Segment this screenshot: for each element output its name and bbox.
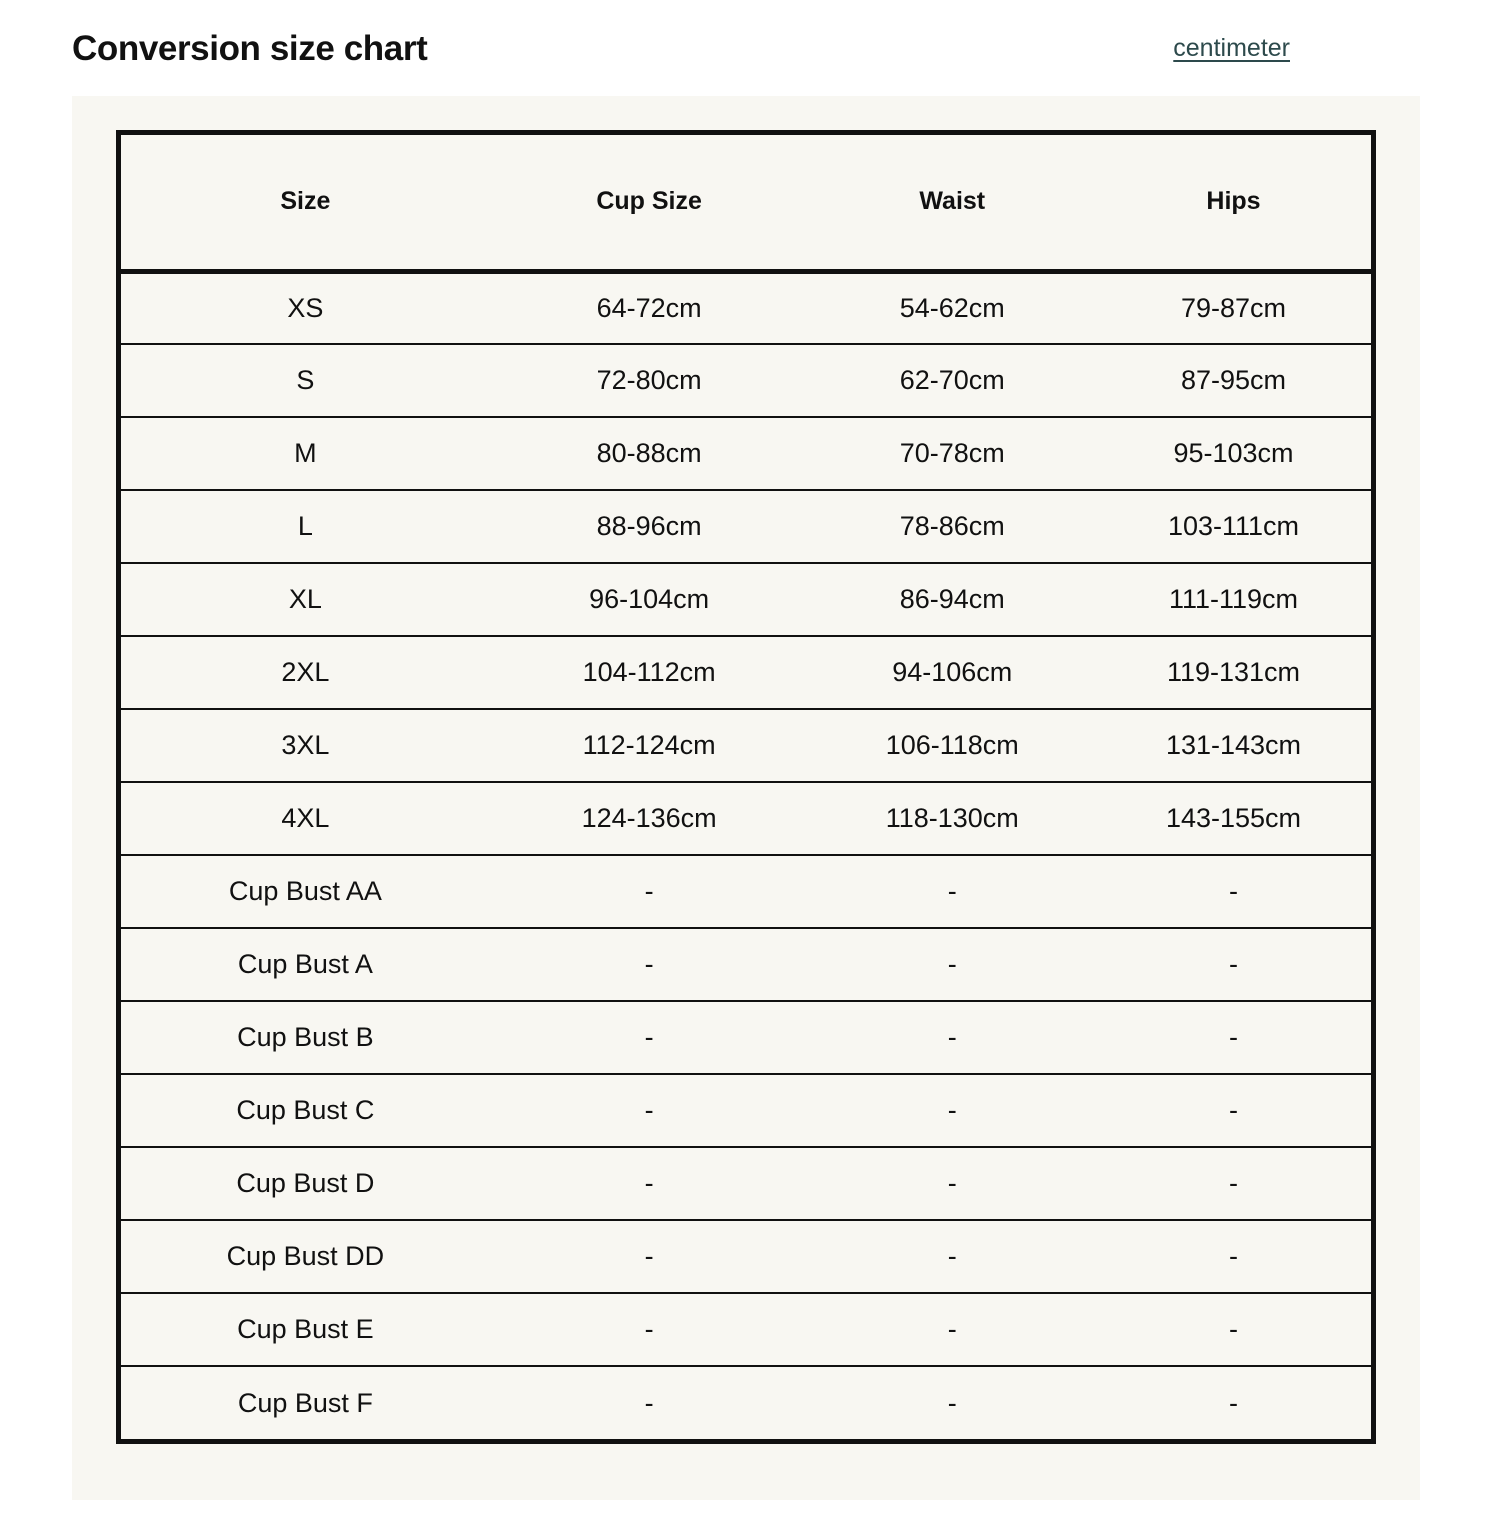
cell-waist: 54-62cm xyxy=(809,271,1097,344)
table-row xyxy=(121,1293,1371,1366)
cell-size: L xyxy=(121,490,490,563)
cell-hips: - xyxy=(1229,1387,1238,1418)
cell-cup-size: 96-104cm xyxy=(490,563,809,636)
cell-hips: 95-103cm xyxy=(1096,417,1371,490)
table-row xyxy=(121,271,1371,344)
cell-cup-size: - xyxy=(490,1220,809,1293)
cell-size: Cup Bust E xyxy=(121,1293,490,1366)
cell-hips: - xyxy=(1096,1293,1371,1366)
table-row xyxy=(121,1147,1371,1220)
cell-waist: 86-94cm xyxy=(809,563,1097,636)
cell-hips: - xyxy=(1096,1001,1371,1074)
cell-hips: - xyxy=(1096,1147,1371,1220)
cell-size: S xyxy=(121,344,490,417)
cell-hips: - xyxy=(1096,1220,1371,1293)
cell-size: 4XL xyxy=(121,782,490,855)
cell-cup-size: - xyxy=(490,855,809,928)
table-row xyxy=(121,709,1371,782)
cell-size: Cup Bust DD xyxy=(121,1220,490,1293)
cell-hips: - xyxy=(1096,1074,1371,1147)
cell-hips: 119-131cm xyxy=(1096,636,1371,709)
table-row xyxy=(121,855,1371,928)
cell-waist: 118-130cm xyxy=(809,782,1097,855)
table-body xyxy=(121,271,1371,1439)
column-header-size: Size xyxy=(121,135,490,271)
cell-waist: - xyxy=(809,1220,1097,1293)
column-header-waist: Waist xyxy=(809,135,1097,271)
cell-waist: 78-86cm xyxy=(809,490,1097,563)
cell-cup-size: 88-96cm xyxy=(490,490,809,563)
cell-waist: - xyxy=(809,1293,1097,1366)
cell-hips: 143-155cm xyxy=(1096,782,1371,855)
cell-size: Cup Bust B xyxy=(121,1001,490,1074)
table-row xyxy=(121,344,1371,417)
table-row xyxy=(121,636,1371,709)
cell-size: Cup Bust A xyxy=(121,928,490,1001)
cell-hips: 111-119cm xyxy=(1096,563,1371,636)
cell-size: Cup Bust C xyxy=(121,1074,490,1147)
table-row xyxy=(121,1366,1371,1439)
cell-size: Cup Bust F xyxy=(237,1387,373,1418)
cell-cup-size: - xyxy=(644,1387,654,1418)
table-row xyxy=(121,1074,1371,1147)
column-header-cup-size: Cup Size xyxy=(490,135,809,271)
cell-cup-size: - xyxy=(490,1074,809,1147)
cell-waist: - xyxy=(809,1074,1097,1147)
size-table-container xyxy=(116,130,1376,1444)
cell-hips: 103-111cm xyxy=(1096,490,1371,563)
cell-hips: 87-95cm xyxy=(1096,344,1371,417)
cell-size: Cup Bust D xyxy=(121,1147,490,1220)
cell-waist: 106-118cm xyxy=(809,709,1097,782)
cell-size: XS xyxy=(121,271,490,344)
cell-size: 2XL xyxy=(121,636,490,709)
table-row xyxy=(121,782,1371,855)
cell-cup-size: 104-112cm xyxy=(490,636,809,709)
cell-waist: - xyxy=(947,1387,957,1418)
cell-cup-size: 80-88cm xyxy=(490,417,809,490)
table-row xyxy=(121,928,1371,1001)
column-header-hips: Hips xyxy=(1096,135,1371,271)
cell-hips: - xyxy=(1096,855,1371,928)
cell-waist: - xyxy=(809,1001,1097,1074)
table-head xyxy=(121,135,1371,271)
cell-cup-size: 112-124cm xyxy=(490,709,809,782)
cell-size: M xyxy=(121,417,490,490)
page-title: Conversion size chart xyxy=(72,28,428,68)
cell-waist: - xyxy=(809,928,1097,1001)
table-row xyxy=(121,1001,1371,1074)
header xyxy=(0,0,1492,96)
table-header-row xyxy=(121,135,1371,271)
table-row xyxy=(121,563,1371,636)
cell-cup-size: - xyxy=(490,1147,809,1220)
cell-waist: 94-106cm xyxy=(809,636,1097,709)
cell-cup-size: 124-136cm xyxy=(490,782,809,855)
conversion-size-table xyxy=(121,135,1371,1439)
cell-hips: 79-87cm xyxy=(1096,271,1371,344)
table-row xyxy=(121,490,1371,563)
cell-cup-size: - xyxy=(490,1293,809,1366)
cell-size: XL xyxy=(121,563,490,636)
cell-hips: - xyxy=(1096,928,1371,1001)
cell-waist: - xyxy=(809,1147,1097,1220)
cell-size: 3XL xyxy=(121,709,490,782)
cell-waist: 62-70cm xyxy=(809,344,1097,417)
cell-waist: 70-78cm xyxy=(809,417,1097,490)
cell-waist: - xyxy=(809,855,1097,928)
cell-hips: 131-143cm xyxy=(1096,709,1371,782)
cell-cup-size: 72-80cm xyxy=(490,344,809,417)
cell-cup-size: - xyxy=(490,928,809,1001)
cell-cup-size: 64-72cm xyxy=(490,271,809,344)
table-row xyxy=(121,1220,1371,1293)
table-row xyxy=(121,417,1371,490)
unit-toggle-link[interactable]: centimeter xyxy=(1173,33,1290,62)
cell-cup-size: - xyxy=(490,1001,809,1074)
cell-size: Cup Bust AA xyxy=(121,855,490,928)
size-chart-panel xyxy=(72,96,1420,1500)
